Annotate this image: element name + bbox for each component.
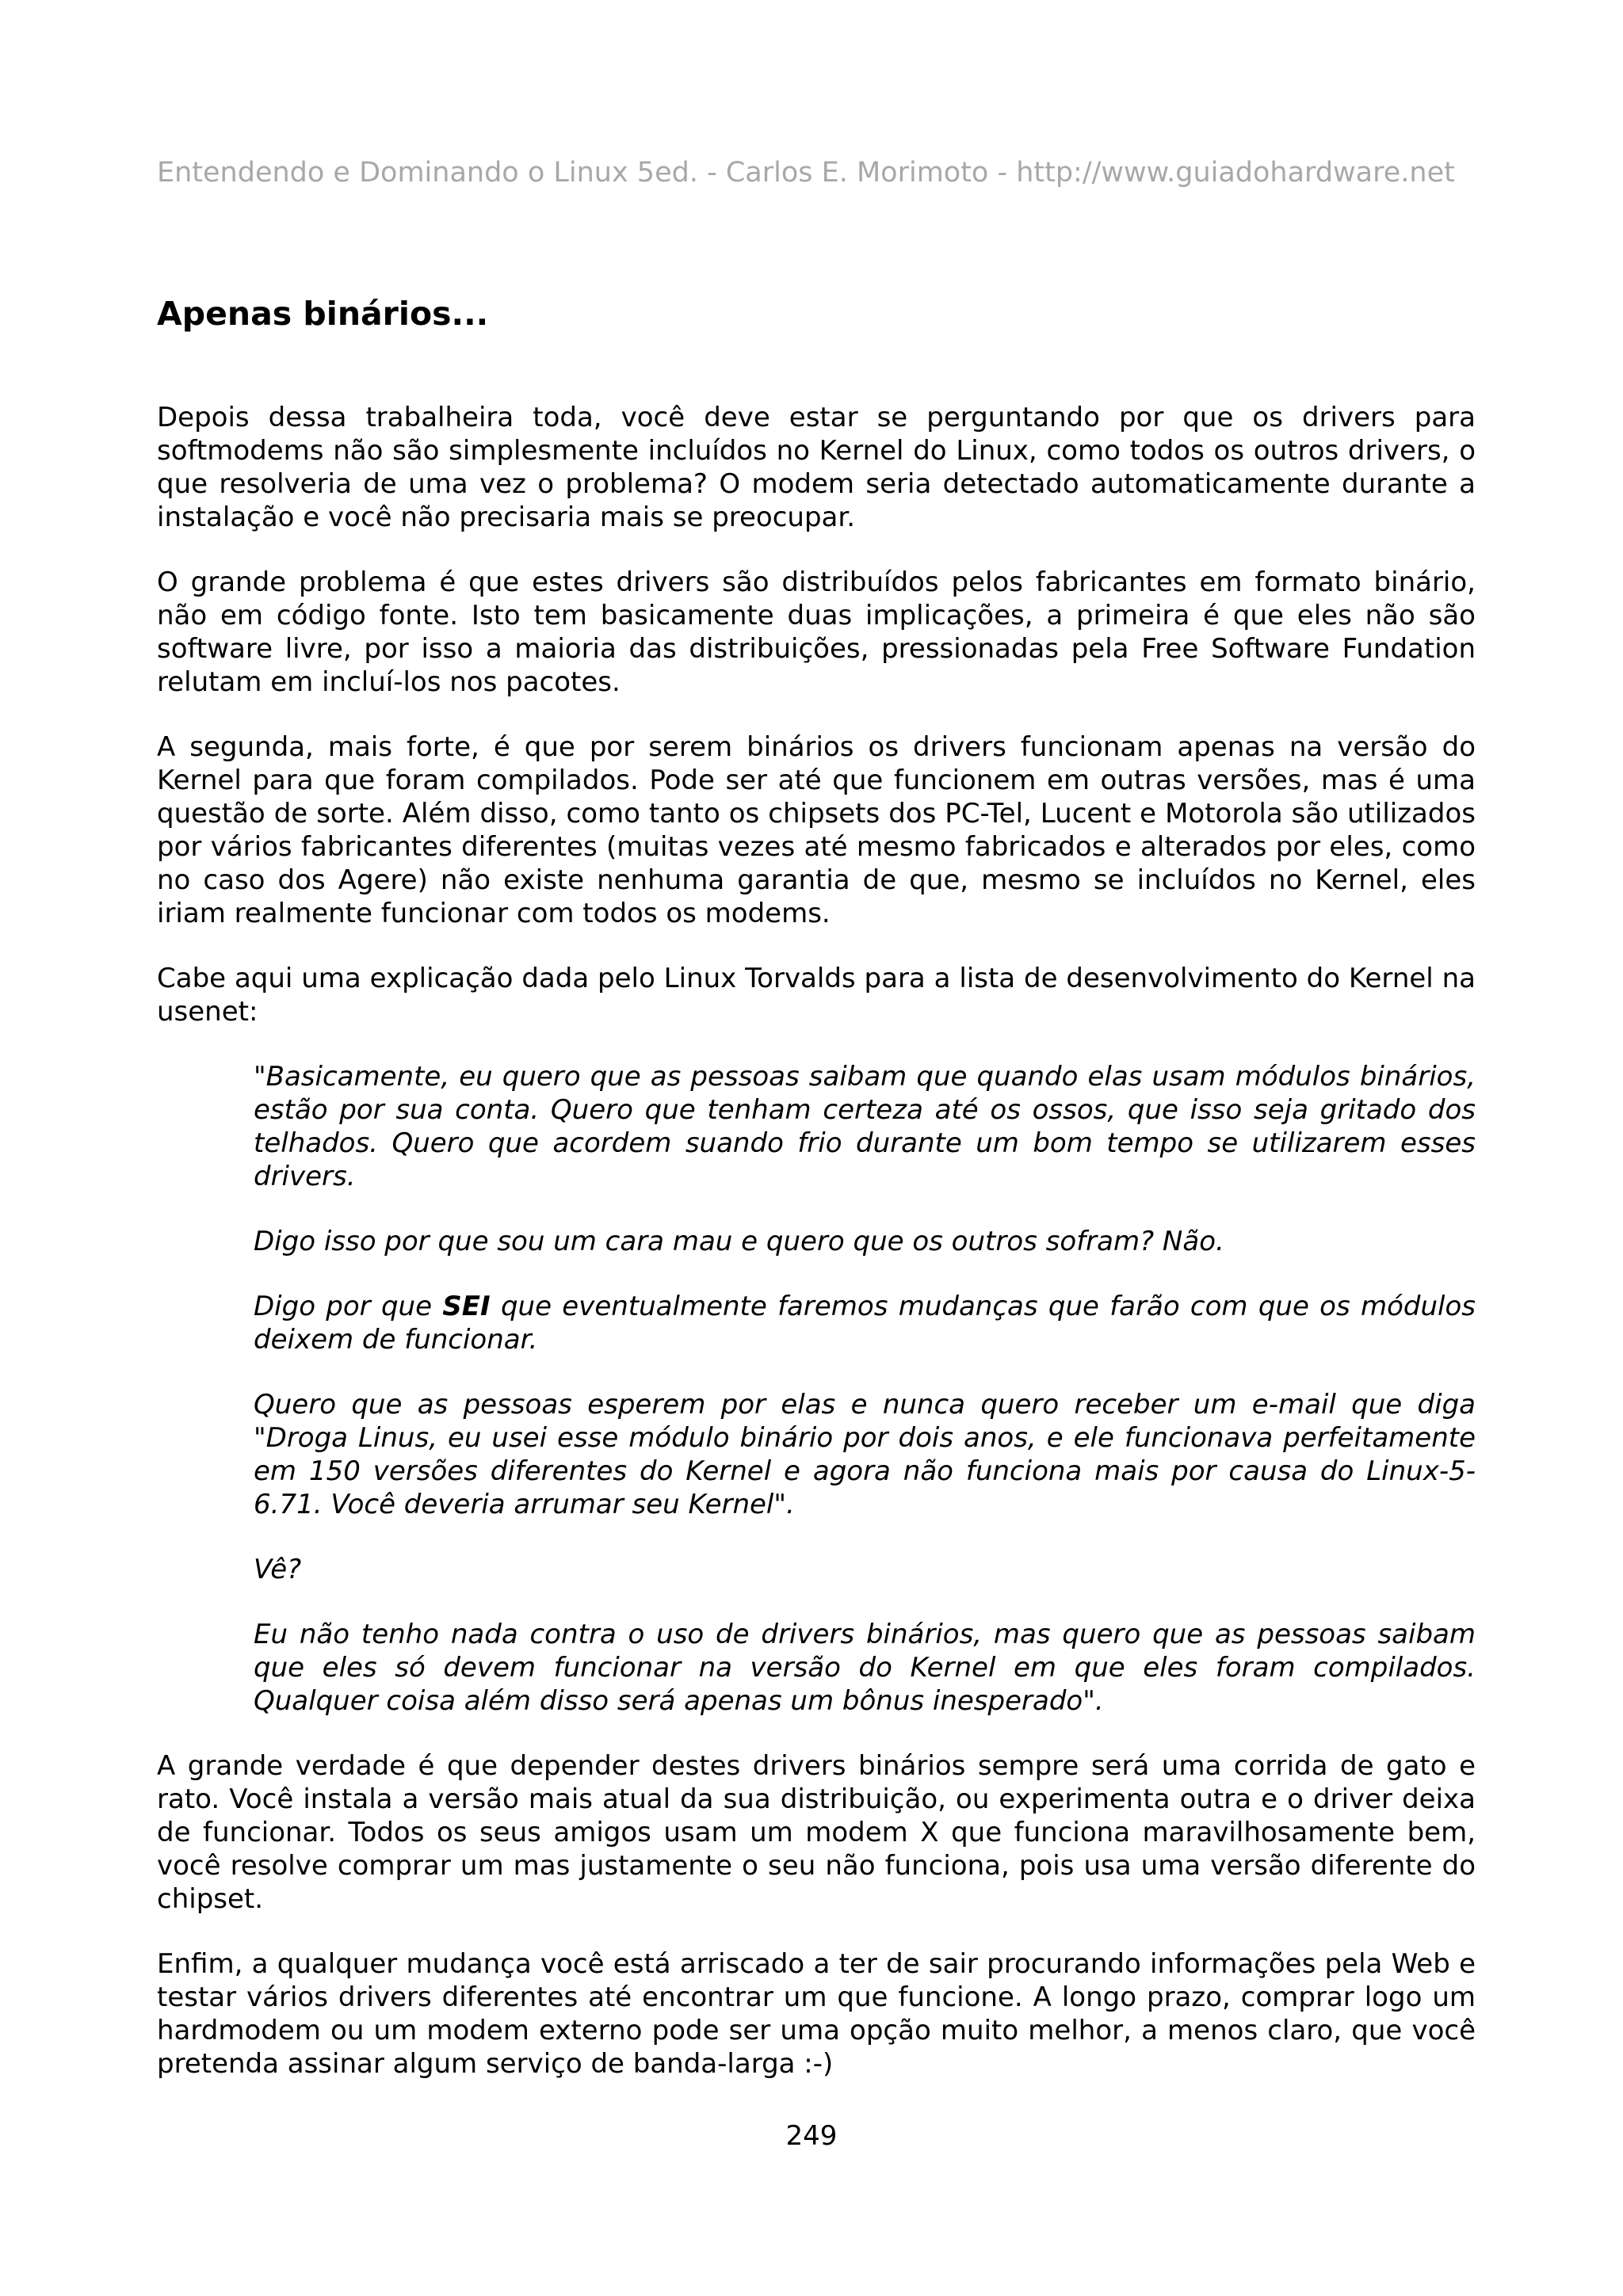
torvalds-quote: [157, 1060, 1476, 1718]
paragraph-binary-format: O grande problema é que estes drivers são distribuídos pelos fabricantes em formato binário, não em código fonte. Isto tem basicamente duas implicações, a primeira é que eles não são software livre, por isso a maioria das distribuições, pressionadas pela Free Software Fundation relutam em incluí-los nos pacotes.: [157, 566, 1476, 698]
quote-text: Digo por que: [254, 1291, 443, 1322]
quote-paragraph: Digo isso por que sou um cara mau e quero que os outros sofram? Não.: [254, 1226, 1224, 1257]
paragraph-torvalds-intro: Cabe aqui uma explicação dada pelo Linux Torvalds para a lista de desenvolvimento do Kernel na usenet:: [157, 963, 1476, 1028]
page-number: 249: [785, 2120, 838, 2152]
quote-text: que eventualmente faremos mudanças que farão com que os módulos deixem de funcionar.: [254, 1291, 1476, 1356]
quote-paragraph: [157, 1290, 1476, 1356]
running-header: Entendendo e Dominando o Linux 5ed. - Carlos E. Morimoto - http://www.guiadohardware.net: [157, 157, 1455, 189]
section-title: Apenas binários...: [157, 295, 489, 333]
paragraph-intro: Depois dessa trabalheira toda, você deve estar se perguntando por que os drivers para softmodems não são simplesmente incluídos no Kernel do Linux, como todos os outros drivers, o que resolveria de uma vez o problema? O modem seria detectado automaticamente durante a instalação e você não precisaria mais se preocupar.: [157, 402, 1476, 533]
quote-paragraph: Eu não tenho nada contra o uso de drivers binários, mas quero que as pessoas saibam que eles só devem funcionar na versão do Kernel em que eles foram compilados. Qualquer coisa além disso será apenas um bônus inesperado".: [254, 1619, 1476, 1717]
paragraph-conclusion: Enfim, a qualquer mudança você está arriscado a ter de sair procurando informações pela Web e testar vários drivers diferentes até encontrar um que funcione. A longo prazo, comprar logo um hardmodem ou um modem externo pode ser uma opção muito melhor, a menos claro, que você pretenda assinar algum serviço de banda-larga :-): [157, 1948, 1476, 2080]
quote-paragraph: Vê?: [254, 1554, 302, 1585]
page-body: [157, 293, 1476, 2112]
quote-emphasis: SEI: [442, 1291, 491, 1322]
quote-paragraph: Quero que as pessoas esperem por elas e nunca quero receber um e-mail que diga "Droga Linus, eu usei esse módulo binário por dois anos, e ele funcionava perfeitamente em 150 versões diferentes do Kernel e agora não funciona mais por causa do Linux-5-6.71. Você deveria arrumar seu Kernel".: [254, 1389, 1476, 1520]
quote-paragraph: "Basicamente, eu quero que as pessoas saibam que quando elas usam módulos binários, estão por sua conta. Quero que tenham certeza até os ossos, que isso seja gritado dos telhados. Quero que acordem suando frio durante um bom tempo se utilizarem esses drivers.: [254, 1061, 1476, 1192]
paragraph-kernel-version: A segunda, mais forte, é que por serem binários os drivers funcionam apenas na versão do Kernel para que foram compilados. Pode ser até que funcionem em outras versões, mas é uma questão de sorte. Além disso, como tanto os chipsets dos PC-Tel, Lucent e Motorola são utilizados por vários fabricantes diferentes (muitas vezes até mesmo fabricados e alterados por eles, como no caso dos Agere) não existe nenhuma garantia de que, mesmo se incluídos no Kernel, eles iriam realmente funcionar com todos os modems.: [157, 731, 1476, 929]
paragraph-cat-and-mouse: A grande verdade é que depender destes drivers binários sempre será uma corrida de gato e rato. Você instala a versão mais atual da sua distribuição, ou experimenta outra e o driver deixa de funcionar. Todos os seus amigos usam um modem X que funciona maravilhosamente bem, você resolve comprar um mas justamente o seu não funciona, pois usa uma versão diferente do chipset.: [157, 1750, 1476, 1915]
